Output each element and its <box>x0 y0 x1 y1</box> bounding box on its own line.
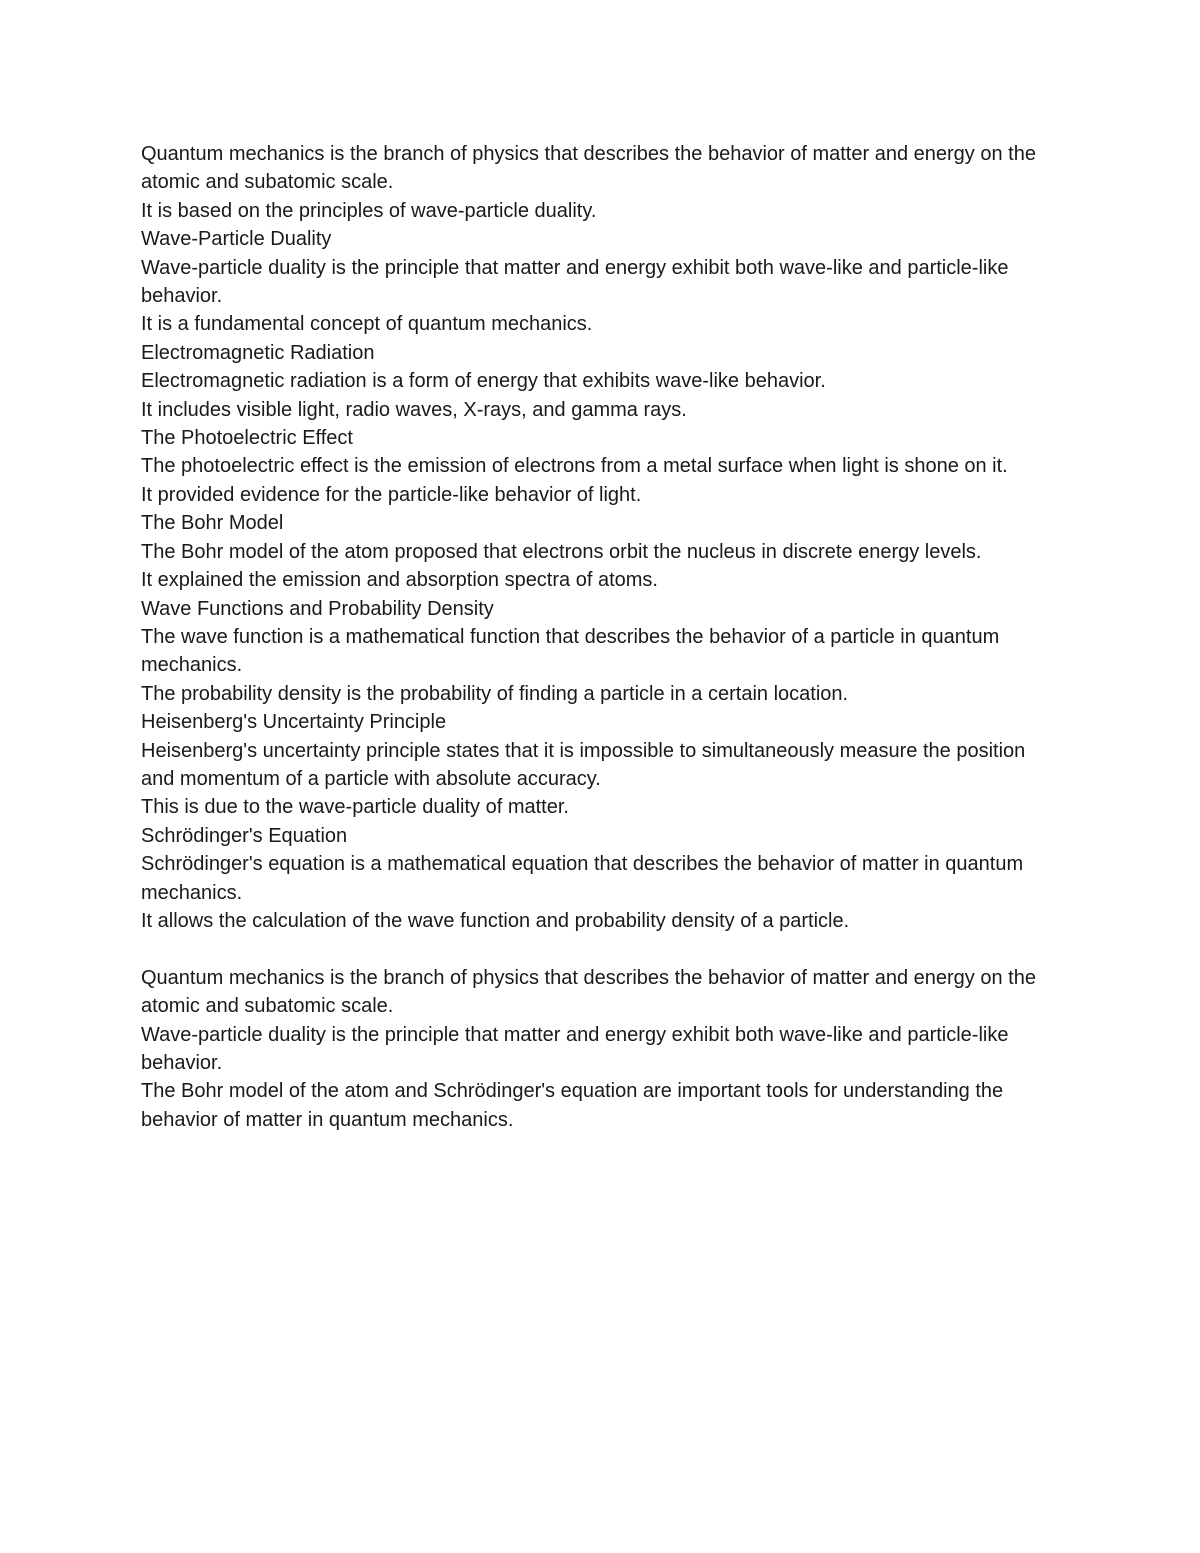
section-paragraph: It allows the calculation of the wave function and probability density of a particle. <box>141 909 850 932</box>
section-paragraph: Schrödinger's equation is a mathematical equation that describes the behavior of matter in quantum mechanics. <box>141 853 1024 904</box>
section-heading: The Bohr Model <box>141 512 284 535</box>
notes-section <box>141 140 1061 935</box>
section-heading: Wave-Particle Duality <box>141 228 332 251</box>
section-paragraph: It explained the emission and absorption spectra of atoms. <box>141 569 658 592</box>
intro-paragraph: Quantum mechanics is the branch of physics that describes the behavior of matter and energy on the atomic and subatomic scale. <box>141 143 1036 194</box>
section-paragraph: The probability density is the probability of finding a particle in a certain location. <box>141 682 849 705</box>
section-paragraph: Electromagnetic radiation is a form of energy that exhibits wave-like behavior. <box>141 370 826 393</box>
section-paragraph: This is due to the wave-particle duality of matter. <box>141 796 569 819</box>
section-heading: Wave Functions and Probability Density <box>141 597 494 620</box>
section-paragraph: It includes visible light, radio waves, X-rays, and gamma rays. <box>141 398 687 421</box>
section-paragraph: The wave function is a mathematical function that describes the behavior of a particle in quantum mechanics. <box>141 625 1000 677</box>
section-heading: Heisenberg's Uncertainty Principle <box>141 711 447 734</box>
intro-paragraph: It is based on the principles of wave-particle duality. <box>141 199 597 222</box>
paragraph-spacer <box>141 935 1061 963</box>
document-page <box>141 140 1061 1134</box>
section-paragraph: It is a fundamental concept of quantum mechanics. <box>141 313 593 336</box>
section-paragraph: Wave-particle duality is the principle that matter and energy exhibit both wave-like and particle-like behavior. <box>141 256 1009 308</box>
section-heading: Electromagnetic Radiation <box>141 341 375 364</box>
section-heading: The Photoelectric Effect <box>141 427 353 450</box>
section-heading: Schrödinger's Equation <box>141 824 348 847</box>
section-paragraph: The Bohr model of the atom proposed that electrons orbit the nucleus in discrete energy levels. <box>141 540 982 563</box>
section-paragraph: It provided evidence for the particle-like behavior of light. <box>141 483 642 506</box>
section-paragraph: The photoelectric effect is the emission of electrons from a metal surface when light is shone on it. <box>141 455 1008 478</box>
summary-paragraph: Wave-particle duality is the principle that matter and energy exhibit both wave-like and particle-like behavior. <box>141 1023 1009 1074</box>
summary-paragraph: The Bohr model of the atom and Schrödinger's equation are important tools for understanding the behavior of matter in quantum mechanics. <box>141 1080 1004 1131</box>
summary-section <box>141 964 1061 1134</box>
section-paragraph: Heisenberg's uncertainty principle states that it is impossible to simultaneously measure the position and momentum of a particle with absolute accuracy. <box>141 739 1026 790</box>
summary-paragraph: Quantum mechanics is the branch of physics that describes the behavior of matter and energy on the atomic and subatomic scale. <box>141 966 1036 1018</box>
